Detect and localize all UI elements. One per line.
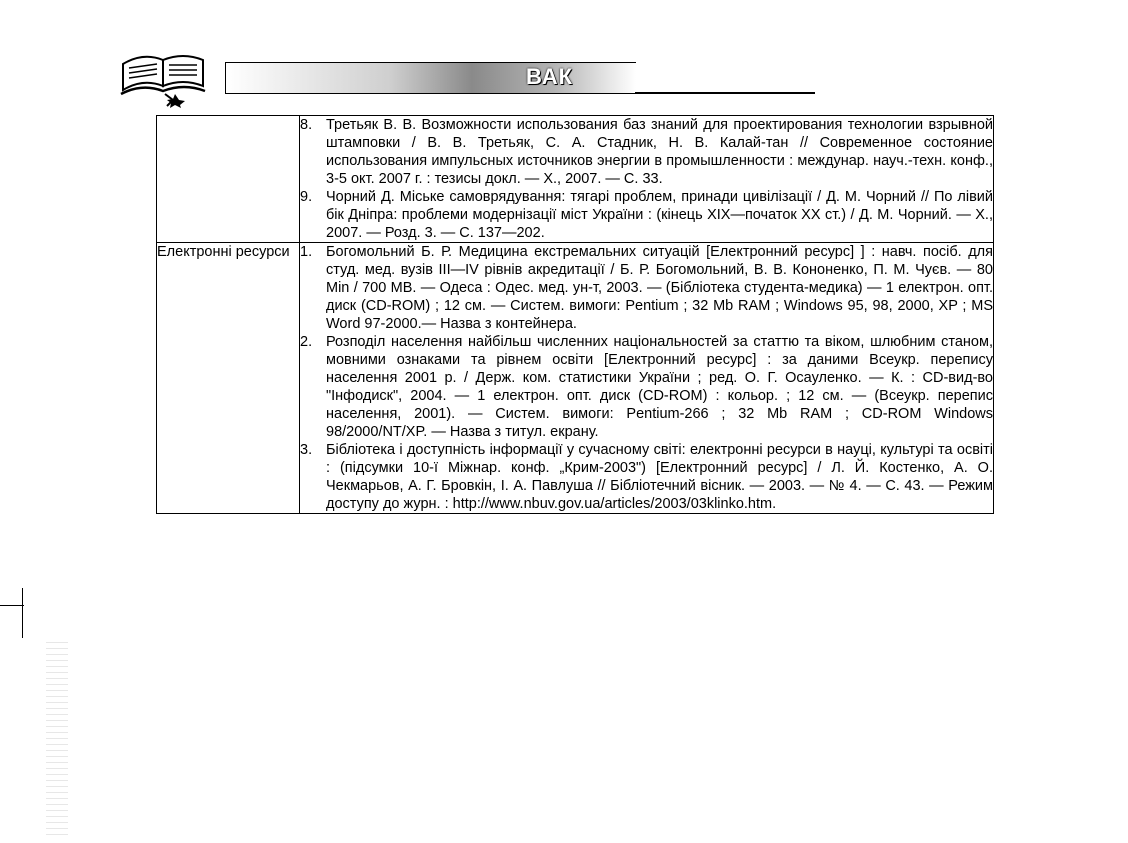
section-banner [225, 62, 636, 94]
category-cell: Електронні ресурси [157, 243, 300, 514]
list-item [300, 243, 993, 333]
references-cell [300, 116, 994, 243]
table-row [157, 116, 994, 243]
item-number: 3. [300, 442, 313, 458]
category-cell [157, 116, 300, 243]
list-item [300, 116, 993, 188]
item-text: Чорний Д. Міське самоврядування: тягарі проблем, принади цивілізації / Д. М. Чорний // По лівий бік Дніпра: проблеми модернізації міст України : (кінець XIX—початок XX ст.) / Д. М. Чорний. — Х., 2007. — Розд. 3. — С. 137—202. [326, 189, 993, 241]
banner-title: ВАК [526, 64, 574, 89]
reference-list [300, 116, 993, 242]
item-number: 8. [300, 117, 313, 133]
banner-underline [635, 92, 815, 94]
item-number: 1. [300, 244, 313, 260]
item-text: Богомольний Б. Р. Медицина екстремальних ситуацій [Електронний ресурс] ] : навч. посіб. для студ. мед. вузів III—IV рівнів акредитації / Б. Р. Богомольний, В. В. Кононенко, П. М. Чуєв. — 80 Min / 700 MB. — Одеса : Одес. мед. ун-т, 2003. — (Бібліотека студента-медика) — 1 електрон. опт. диск (CD-ROM) ; 12 см. — Систем. вимоги: Pentium ; 32 Mb RAM ; Windows 95, 98, 2000, XP ; MS Word 97-2000.— Назва з контейнера. [326, 244, 993, 332]
references-cell [300, 243, 994, 514]
reference-list [300, 243, 993, 513]
scan-mark [0, 605, 24, 606]
table-row [157, 243, 994, 514]
list-item [300, 188, 993, 242]
item-text: Бібліотека і доступність інформації у сучасному світі: електронні ресурси в науці, культурі та освіті : (підсумки 10-ї Міжнар. конф. „Крим-2003") [Електронний ресурс] / Л. Й. Костенко, А. О. Чекмарьов, А. Г. Бровкін, І. А. Павлуша // Бібліотечний вісник. — 2003. — № 4. — С. 43. — Режим доступу до журн. : http://www.nbuv.gov.ua/articles/2003/03klinko.htm. [326, 442, 993, 512]
scan-mark-vertical [22, 588, 23, 638]
item-text: Розподіл населення найбільш численних національностей за статтю та віком, шлюбним станом, мовними ознаками та рівнем освіти [Електронний ресурс] : за даними Всеукр. перепису населення 2001 р. / Держ. ком. статистики України ; ред. О. Г. Осауленко. — К. : CD-вид-во "Інфодиск", 2004. — 1 електрон. опт. диск (CD-ROM) : кольор. ; 12 см. — (Всеукр. перепис населення, 2001). — Систем. вимоги: Pentium-266 ; 32 Mb RAM ; CD-ROM Windows 98/2000/NT/XP. — Назва з титул. екрану. [326, 334, 993, 440]
item-text: Третьяк В. В. Возможности использования баз знаний для проектирования технологии взрывной штамповки / В. В. Третьяк, С. А. Стадник, Н. В. Калай-тан // Современное состояние использования импульсных источников энергии в промышленности : междунар. науч.-техн. конф., 3-5 окт. 2007 г. : тезисы докл. — Х., 2007. — С. 33. [326, 117, 993, 187]
page-header [115, 50, 995, 110]
item-number: 9. [300, 189, 313, 205]
list-item [300, 441, 993, 513]
bibliography-table [156, 115, 994, 514]
scan-edge-artifact [46, 640, 68, 840]
item-number: 2. [300, 334, 313, 350]
list-item [300, 333, 993, 441]
open-book-icon [115, 50, 215, 108]
